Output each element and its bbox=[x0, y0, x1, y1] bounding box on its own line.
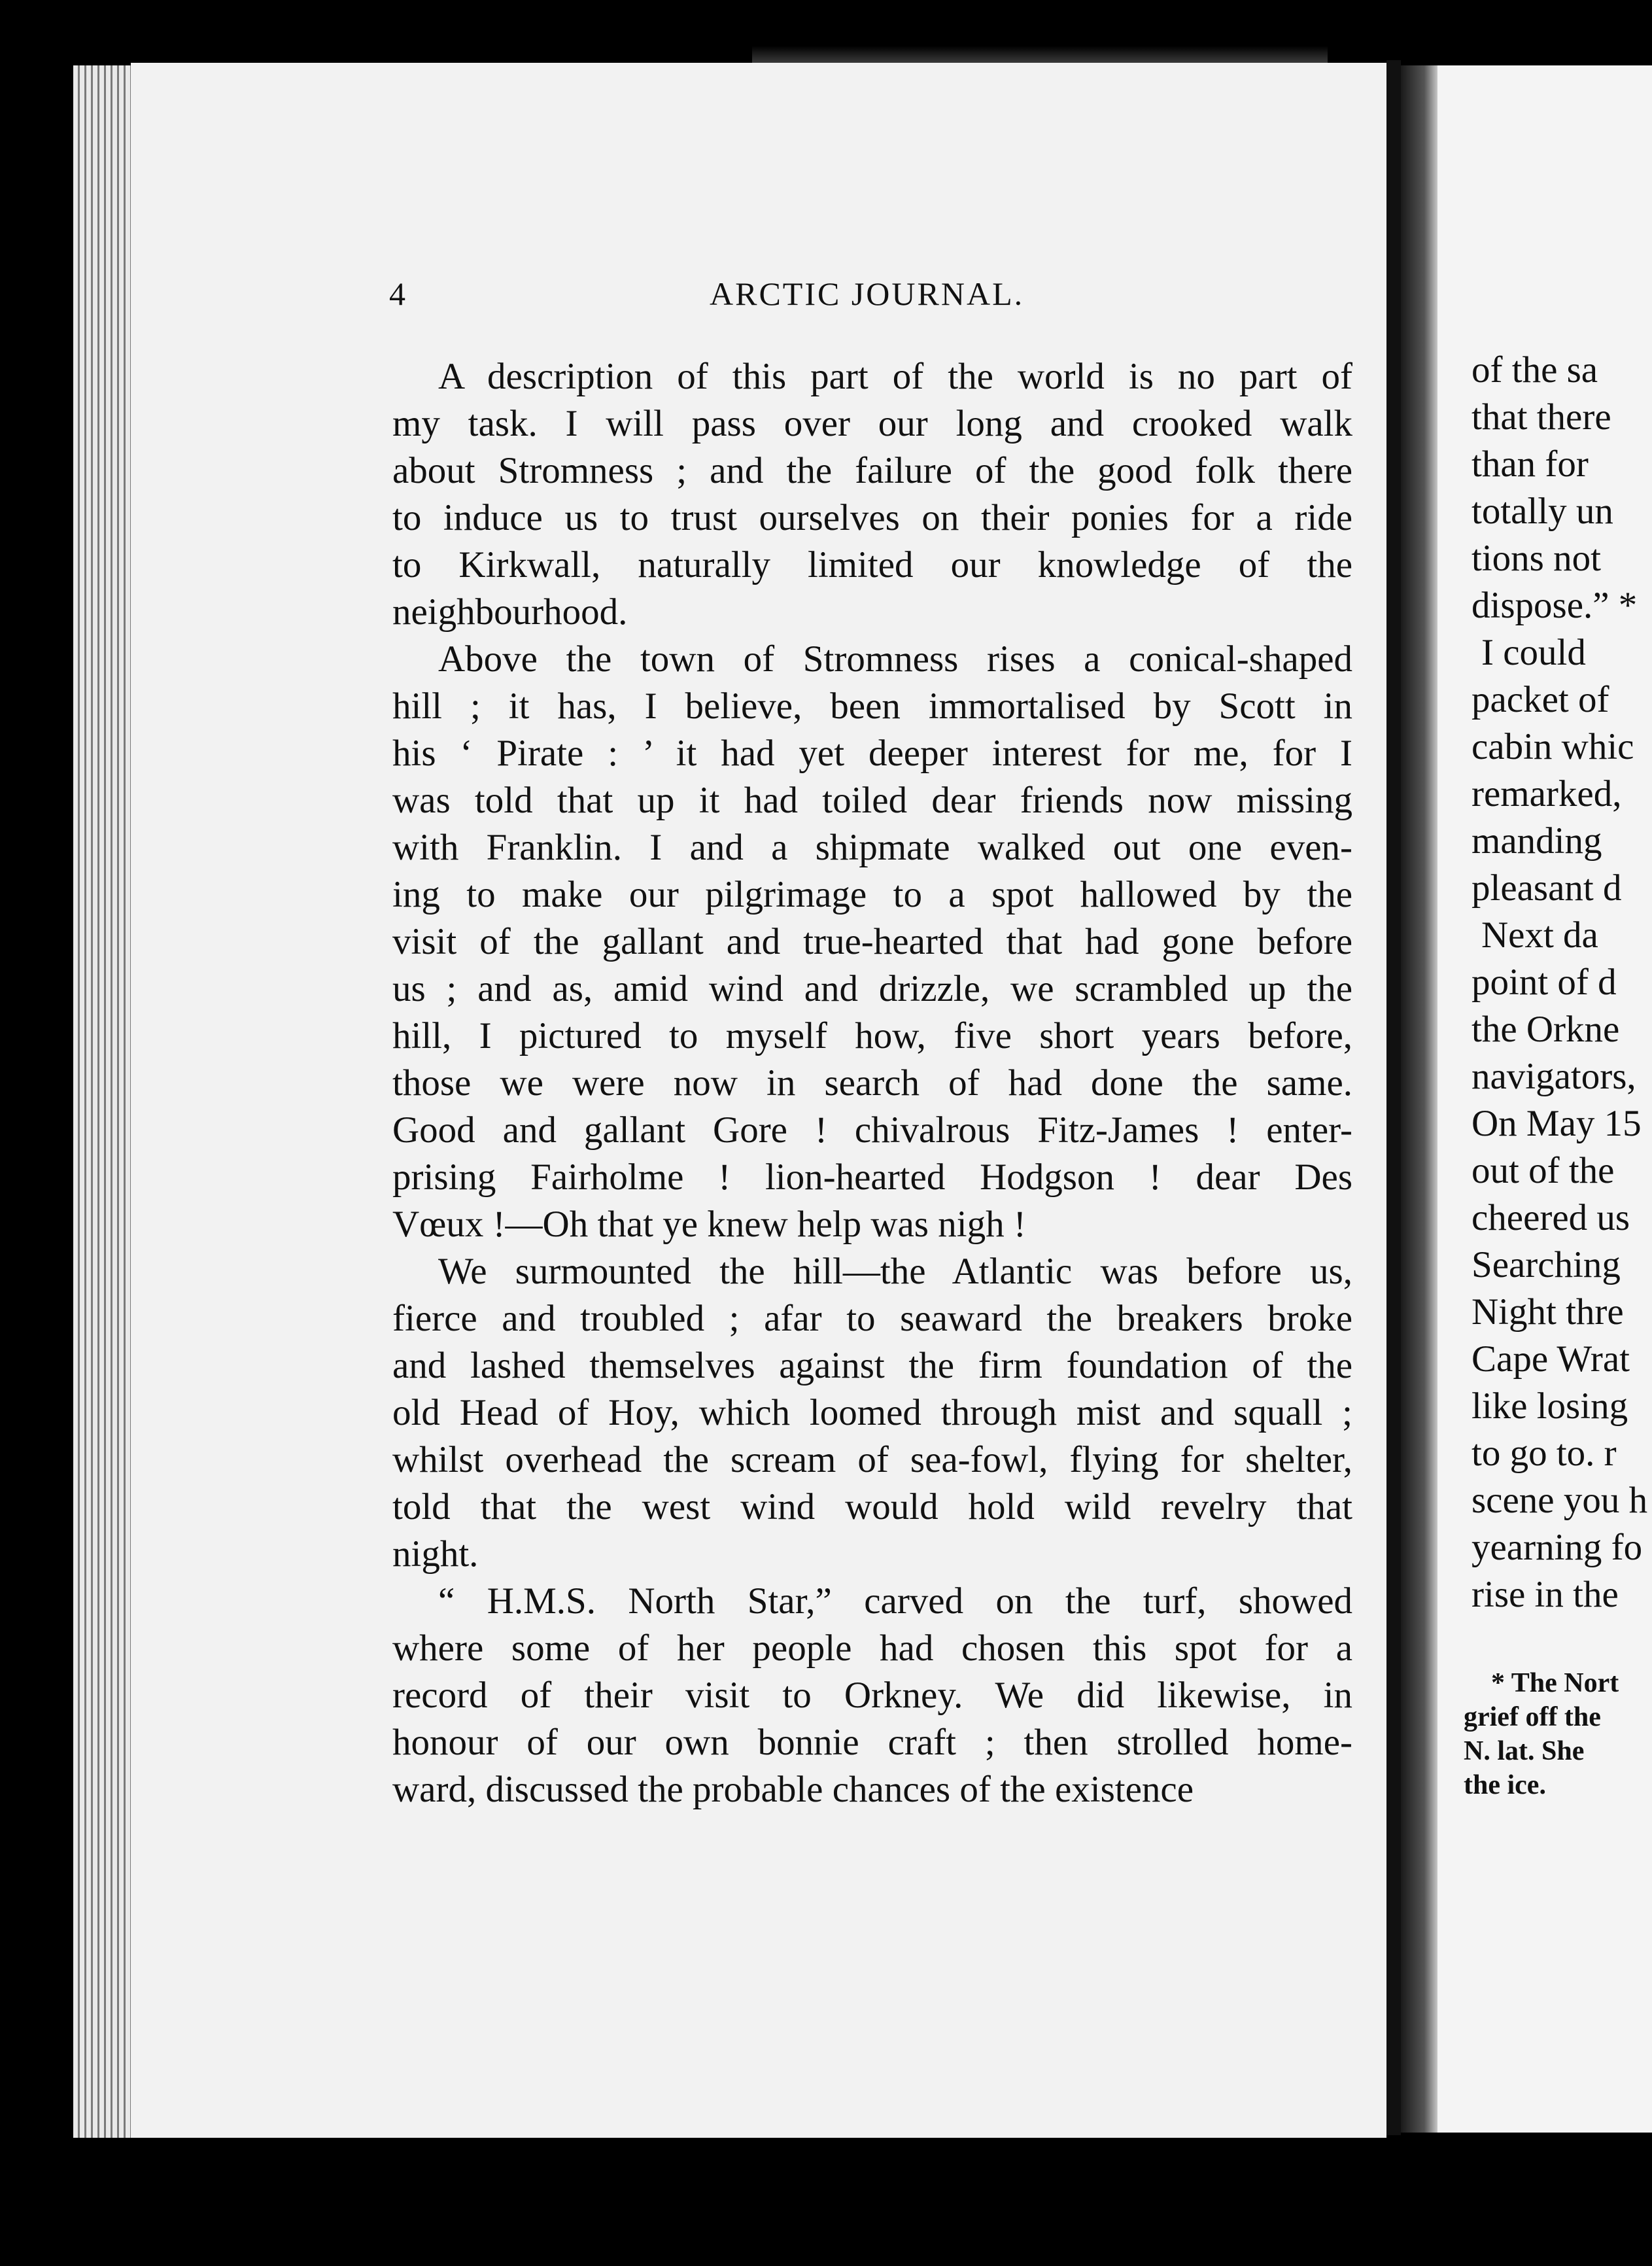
text-line: told that the west wind would hold wild revelry that bbox=[392, 1486, 1352, 1527]
text-line: hill ; it has, I believe, been immortalised by Scott in bbox=[392, 686, 1352, 727]
right-text-line: tions not bbox=[1471, 538, 1601, 579]
right-text-line: like losing bbox=[1471, 1386, 1628, 1427]
text-line: about Stromness ; and the failure of the good folk there bbox=[392, 450, 1352, 491]
text-line: Above the town of Stromness rises a conical-shaped bbox=[438, 638, 1352, 680]
right-page-footnote bbox=[1464, 1666, 1652, 1802]
book-gutter bbox=[1386, 60, 1401, 2135]
right-text-line: rise in the bbox=[1471, 1574, 1619, 1615]
gutter-shadow bbox=[1401, 65, 1440, 2133]
right-text-line: of the sa bbox=[1471, 349, 1598, 391]
right-text-line: Next da bbox=[1481, 915, 1598, 956]
page-title: ARCTIC JOURNAL. bbox=[710, 275, 1025, 312]
text-line: Good and gallant Gore ! chivalrous Fitz-James ! enter- bbox=[392, 1109, 1352, 1151]
right-text-line: navigators, bbox=[1471, 1056, 1636, 1097]
right-text-line: scene you h bbox=[1471, 1480, 1648, 1521]
right-text-line: packet of bbox=[1471, 679, 1609, 720]
text-line: old Head of Hoy, which loomed through mist and squall ; bbox=[392, 1392, 1352, 1433]
text-line: those we were now in search of had done the same. bbox=[392, 1062, 1352, 1104]
right-text-line: yearning fo bbox=[1471, 1527, 1643, 1568]
text-line: visit of the gallant and true-hearted that had gone before bbox=[392, 921, 1352, 962]
text-line: record of their visit to Orkney. We did likewise, in bbox=[392, 1675, 1352, 1716]
text-line: fierce and troubled ; afar to seaward the breakers broke bbox=[392, 1298, 1352, 1339]
text-line: was told that up it had toiled dear friends now missing bbox=[392, 780, 1352, 821]
text-line: with Franklin. I and a shipmate walked out one even- bbox=[392, 827, 1352, 868]
right-text-line: the Orkne bbox=[1471, 1009, 1620, 1050]
text-line: his ‘ Pirate : ’ it had yet deeper interest for me, for I bbox=[392, 733, 1352, 774]
right-text-line: I could bbox=[1481, 632, 1586, 673]
text-line: “ H.M.S. North Star,” carved on the turf, showed bbox=[438, 1580, 1352, 1622]
right-text-line: than for bbox=[1471, 444, 1589, 485]
right-text-line: totally un bbox=[1471, 491, 1613, 532]
footnote-line: N. lat. She bbox=[1464, 1736, 1585, 1766]
right-text-line: Night thre bbox=[1471, 1291, 1624, 1333]
text-line: We surmounted the hill—the Atlantic was before us, bbox=[438, 1251, 1352, 1292]
page-edges bbox=[73, 65, 139, 2138]
text-line: neighbourhood. bbox=[392, 591, 628, 633]
right-text-line: cheered us bbox=[1471, 1197, 1630, 1238]
text-line: where some of her people had chosen this spot for a bbox=[392, 1628, 1352, 1669]
text-line: prising Fairholme ! lion-hearted Hodgson ! dear Des bbox=[392, 1157, 1352, 1198]
right-text-line: On May 15 bbox=[1471, 1103, 1642, 1144]
text-line: Vœux !—Oh that ye knew help was nigh ! bbox=[392, 1204, 1026, 1245]
right-text-line: manding bbox=[1471, 820, 1602, 862]
text-line: my task. I will pass over our long and crooked walk bbox=[392, 403, 1352, 444]
text-line: to Kirkwall, naturally limited our knowledge of the bbox=[392, 544, 1352, 585]
right-text-line: to go to. r bbox=[1471, 1433, 1617, 1474]
footnote-line: grief off the bbox=[1464, 1702, 1601, 1732]
right-text-line: cabin whic bbox=[1471, 726, 1634, 767]
right-text-line: that there bbox=[1471, 396, 1611, 438]
text-line: to induce us to trust ourselves on their ponies for a ride bbox=[392, 497, 1352, 538]
footnote-line: the ice. bbox=[1464, 1770, 1546, 1800]
text-line: and lashed themselves against the firm foundation of the bbox=[392, 1345, 1352, 1386]
right-text-line: point of d bbox=[1471, 962, 1617, 1003]
text-line: A description of this part of the world is no part of bbox=[438, 356, 1352, 397]
main-text bbox=[392, 353, 1352, 1813]
right-text-line: pleasant d bbox=[1471, 867, 1622, 909]
text-line: ward, discussed the probable chances of the existence bbox=[392, 1769, 1194, 1810]
page-number: 4 bbox=[389, 275, 405, 312]
footnote-line: * The Nort bbox=[1491, 1668, 1619, 1698]
right-page-text bbox=[1471, 347, 1652, 1618]
text-line: us ; and as, amid wind and drizzle, we scrambled up the bbox=[392, 968, 1352, 1009]
running-head bbox=[389, 275, 1344, 321]
text-line: night. bbox=[392, 1533, 479, 1575]
right-text-line: remarked, bbox=[1471, 773, 1622, 814]
right-text-line: out of the bbox=[1471, 1150, 1615, 1191]
text-line: ing to make our pilgrimage to a spot hallowed by the bbox=[392, 874, 1352, 915]
text-line: hill, I pictured to myself how, five short years before, bbox=[392, 1015, 1352, 1056]
right-text-line: Cape Wrat bbox=[1471, 1338, 1630, 1380]
right-text-line: Searching bbox=[1471, 1244, 1621, 1285]
right-text-line: dispose.” * bbox=[1471, 585, 1638, 626]
text-line: whilst overhead the scream of sea-fowl, flying for shelter, bbox=[392, 1439, 1352, 1480]
text-line: honour of our own bonnie craft ; then strolled home- bbox=[392, 1722, 1352, 1763]
